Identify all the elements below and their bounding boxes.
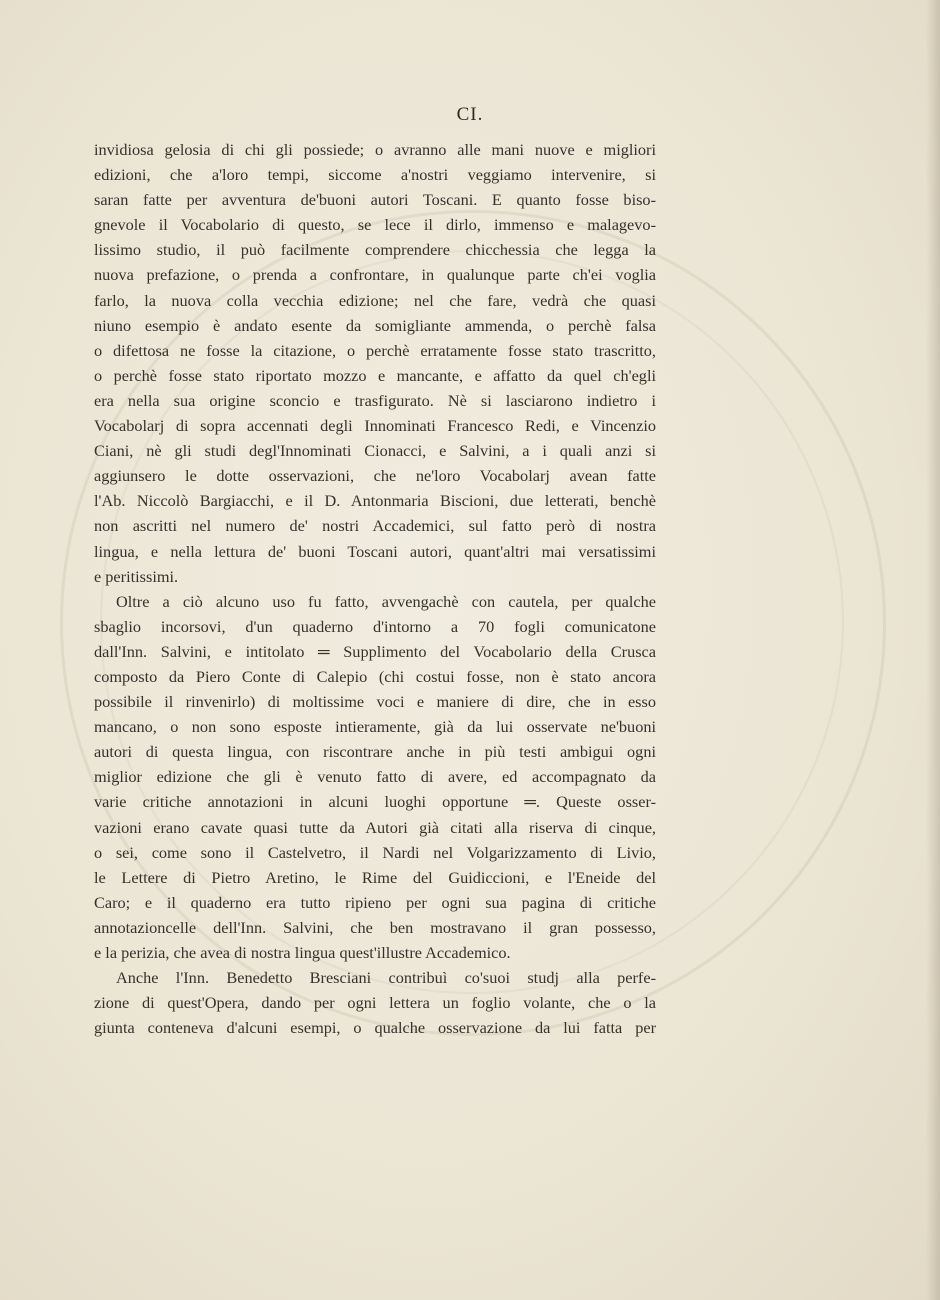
text-line: varie critiche annotazioni in alcuni luoghi opportune ═. Queste osser- [94, 792, 656, 812]
text-line: era nella sua origine sconcio e trasfigurato. Nè si lasciarono indietro i [94, 390, 656, 410]
paragraph [94, 965, 656, 1040]
text-line: o sei, come sono il Castelvetro, il Nardi nel Volgarizzamento di Livio, [94, 842, 656, 862]
text-line: dall'Inn. Salvini, e intitolato ═ Supplimento del Vocabolario della Crusca [94, 641, 656, 661]
text-line: nuova prefazione, o prenda a confrontare, in qualunque parte ch'ei voglia [94, 265, 656, 285]
body-text [94, 137, 656, 1040]
text-line: Oltre a ciò alcuno uso fu fatto, avvengachè con cautela, per qualche [116, 591, 656, 611]
text-line: invidiosa gelosia di chi gli possiede; o avranno alle mani nuove e migliori [94, 140, 656, 159]
text-line: aggiunsero le dotte osservazioni, che ne'loro Vocabolarj avean fatte [94, 466, 656, 486]
text-line: mancano, o non sono esposte intieramente, già da lui osservate ne'buoni [94, 717, 656, 737]
text-line: sbaglio incorsovi, d'un quaderno d'intorno a 70 fogli comunicatone [94, 616, 656, 636]
text-line: giunta conteneva d'alcuni esempi, o qualche osservazione da lui fatta per [94, 1018, 656, 1038]
page-edge-shadow [926, 0, 940, 1300]
text-line: e la perizia, che avea di nostra lingua quest'illustre Accademico. [94, 943, 511, 962]
text-line: vazioni erano cavate quasi tutte da Autori già citati alla riserva di cinque, [94, 817, 656, 837]
text-line: edizioni, che a'loro tempi, siccome a'nostri veggiamo intervenire, si [94, 165, 656, 185]
text-line: Anche l'Inn. Benedetto Bresciani contribuì co'suoi studj alla perfe- [116, 968, 656, 988]
text-line: Caro; e il quaderno era tutto ripieno per ogni sua pagina di critiche [94, 892, 656, 912]
text-line: o perchè fosse stato riportato mozzo e mancante, e affatto da quel ch'egli [94, 365, 656, 385]
text-line: autori di questa lingua, con riscontrare anche in più testi ambigui ogni [94, 742, 656, 762]
text-line: composto da Piero Conte di Calepio (chi costui fosse, non è stato ancora [94, 666, 656, 686]
text-line: o difettosa ne fosse la citazione, o perchè erratamente fosse stato trascritto, [94, 340, 656, 360]
text-line: lingua, e nella lettura de' buoni Toscani autori, quant'altri mai versatissimi [94, 541, 656, 561]
text-line: le Lettere di Pietro Aretino, le Rime del Guidiccioni, e l'Eneide del [94, 867, 656, 887]
text-line: possibile il rinvenirlo) di moltissime voci e maniere di dire, che in esso [94, 692, 656, 712]
paragraph [94, 589, 656, 965]
text-line: l'Ab. Niccolò Bargiacchi, e il D. Antonmaria Biscioni, due letterati, benchè [94, 491, 656, 511]
paragraph [94, 137, 656, 589]
text-line: annotazioncelle dell'Inn. Salvini, che ben mostravano il gran possesso, [94, 917, 656, 937]
text-line: Ciani, nè gli studi degl'Innominati Cionacci, e Salvini, a i quali anzi si [94, 441, 656, 461]
page-folio-number: CI. [456, 104, 484, 125]
text-line: non ascritti nel numero de' nostri Accademici, sul fatto però di nostra [94, 516, 656, 536]
text-line: farlo, la nuova colla vecchia edizione; nel che fare, vedrà che quasi [94, 290, 656, 310]
text-line: niuno esempio è andato esente da somigliante ammenda, o perchè falsa [94, 315, 656, 335]
text-line: saran fatte per avventura de'buoni autori Toscani. E quanto fosse biso- [94, 190, 656, 210]
text-line: e peritissimi. [94, 566, 179, 586]
text-line: Vocabolarj di sopra accennati degli Innominati Francesco Redi, e Vincenzio [94, 416, 656, 436]
text-line: miglior edizione che gli è venuto fatto di avere, ed accompagnato da [94, 767, 656, 787]
text-line: lissimo studio, il può facilmente comprendere chicchessia che legga la [94, 240, 656, 260]
text-line: gnevole il Vocabolario di questo, se lece il dirlo, immenso e malagevo- [94, 215, 656, 235]
text-line: zione di quest'Opera, dando per ogni lettera un foglio volante, che o la [94, 993, 656, 1013]
